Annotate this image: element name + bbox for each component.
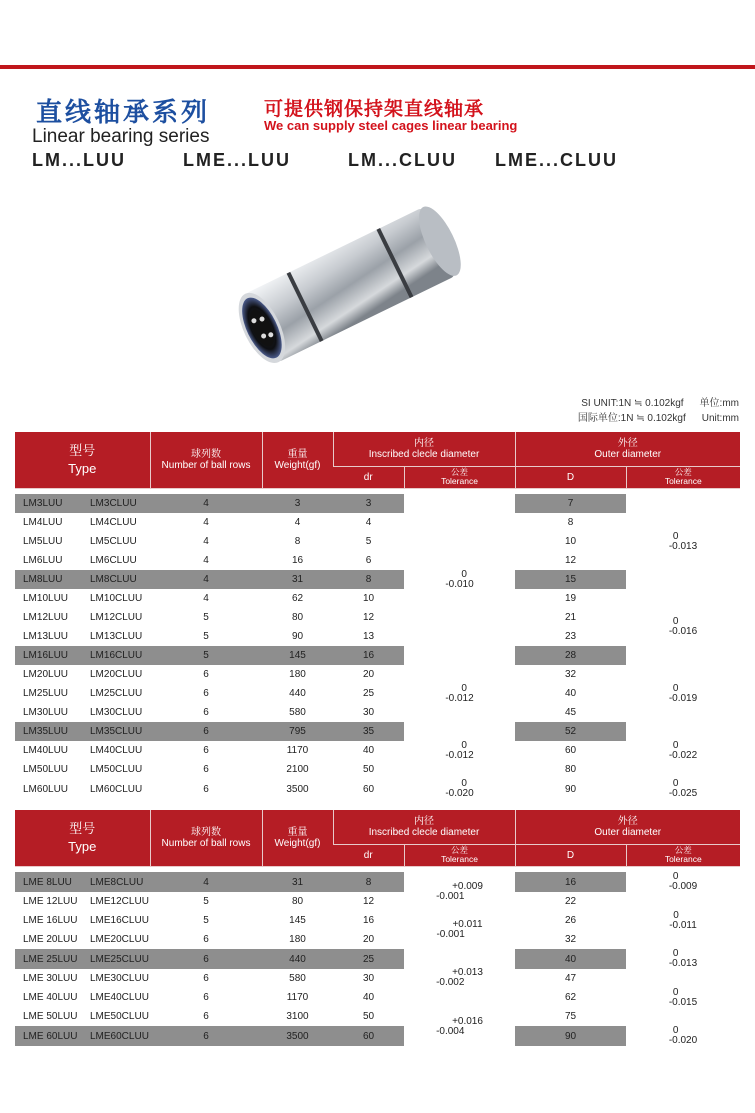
model-luu: LM60LUU	[15, 779, 82, 799]
model-cluu: LME30CLUU	[82, 969, 150, 988]
model-luu: LM5LUU	[15, 532, 82, 551]
model-luu: LME 30LUU	[15, 969, 82, 988]
D-value: 60	[515, 741, 626, 760]
dr-tolerance: +0.013 -0.002	[404, 949, 515, 1007]
model-cluu: LME25CLUU	[82, 949, 150, 969]
weight: 1170	[262, 741, 333, 760]
linear-bearing-image	[230, 195, 470, 375]
model-cluu: LM4CLUU	[82, 513, 150, 532]
weight: 3100	[262, 1007, 333, 1026]
dr-value: 25	[333, 949, 404, 969]
model-cluu: LME12CLUU	[82, 892, 150, 911]
lm-spec-table	[15, 432, 740, 799]
unit-si-cn: 国际单位:1N ≒ 0.102kgf	[577, 413, 686, 424]
model-luu: LME 16LUU	[15, 911, 82, 930]
model-luu: LM40LUU	[15, 741, 82, 760]
D-value: 23	[515, 627, 626, 646]
table-row	[15, 589, 740, 608]
ball-rows: 5	[150, 608, 262, 627]
ball-rows: 4	[150, 532, 262, 551]
model-luu: LME 25LUU	[15, 949, 82, 969]
dr-tolerance: +0.011 -0.001	[404, 911, 515, 949]
ball-rows: 6	[150, 949, 262, 969]
weight: 90	[262, 627, 333, 646]
D-tolerance: 0 -0.022	[626, 722, 740, 779]
dr-value: 10	[333, 589, 404, 608]
table-row	[15, 872, 740, 892]
dr-value: 12	[333, 608, 404, 627]
dr-value: 12	[333, 892, 404, 911]
col-D: D	[515, 466, 626, 488]
dr-value: 20	[333, 665, 404, 684]
subtitle-cn: 可提供钢保持架直线轴承	[264, 98, 485, 120]
model-cluu: LME16CLUU	[82, 911, 150, 930]
dr-tolerance: +0.016 -0.004	[404, 1007, 515, 1046]
table-row	[15, 665, 740, 684]
model-luu: LM3LUU	[15, 494, 82, 513]
D-value: 28	[515, 646, 626, 665]
weight: 16	[262, 551, 333, 570]
lme-spec-table	[15, 810, 740, 1046]
col-D-tolerance: 公差 Tolerance	[626, 466, 740, 488]
weight: 4	[262, 513, 333, 532]
col-weight: 重量 Weight(gf)	[262, 810, 333, 866]
table-row	[15, 949, 740, 969]
ball-rows: 6	[150, 665, 262, 684]
col-outer-diameter: 外径 Outer diameter	[515, 432, 740, 466]
table-row	[15, 892, 740, 911]
ball-rows: 6	[150, 760, 262, 779]
D-value: 90	[515, 779, 626, 799]
model-cluu: LM25CLUU	[82, 684, 150, 703]
table-row	[15, 779, 740, 799]
col-ball-rows: 球列数 Number of ball rows	[150, 432, 262, 488]
dr-value: 5	[333, 532, 404, 551]
D-tolerance: 0 -0.016	[626, 589, 740, 665]
model-luu: LME 40LUU	[15, 988, 82, 1007]
col-dr: dr	[333, 844, 404, 866]
ball-rows: 4	[150, 589, 262, 608]
col-inner-diameter: 内径 Inscribed clecle diameter	[333, 432, 515, 466]
weight: 80	[262, 608, 333, 627]
col-dr: dr	[333, 466, 404, 488]
model-cluu: LM20CLUU	[82, 665, 150, 684]
dr-value: 3	[333, 494, 404, 513]
ball-rows: 4	[150, 551, 262, 570]
weight: 1170	[262, 988, 333, 1007]
weight: 795	[262, 722, 333, 741]
D-value: 12	[515, 551, 626, 570]
series-list: LM...LUU LME...LUU LM...CLUU LME...CLUU	[32, 150, 618, 170]
model-luu: LM20LUU	[15, 665, 82, 684]
ball-rows: 6	[150, 1026, 262, 1046]
D-value: 32	[515, 665, 626, 684]
dr-value: 40	[333, 988, 404, 1007]
D-tolerance: 0 -0.015	[626, 969, 740, 1026]
model-cluu: LM35CLUU	[82, 722, 150, 741]
dr-value: 40	[333, 741, 404, 760]
D-value: 15	[515, 570, 626, 589]
col-type: 型号 Type	[15, 432, 150, 488]
dr-value: 60	[333, 779, 404, 799]
table-row	[15, 494, 740, 513]
ball-rows: 5	[150, 627, 262, 646]
D-value: 7	[515, 494, 626, 513]
model-luu: LM6LUU	[15, 551, 82, 570]
ball-rows: 5	[150, 646, 262, 665]
model-cluu: LM12CLUU	[82, 608, 150, 627]
unit-note	[578, 396, 739, 426]
ball-rows: 4	[150, 872, 262, 892]
model-cluu: LM60CLUU	[82, 779, 150, 799]
weight: 180	[262, 665, 333, 684]
ball-rows: 4	[150, 513, 262, 532]
D-value: 40	[515, 684, 626, 703]
ball-rows: 6	[150, 722, 262, 741]
dr-tolerance: +0.009 -0.001	[404, 872, 515, 911]
model-luu: LM30LUU	[15, 703, 82, 722]
model-luu: LM50LUU	[15, 760, 82, 779]
model-cluu: LME8CLUU	[82, 872, 150, 892]
weight: 580	[262, 703, 333, 722]
page-title-cn: 直线轴承系列	[36, 98, 211, 128]
model-cluu: LM10CLUU	[82, 589, 150, 608]
col-D: D	[515, 844, 626, 866]
ball-rows: 5	[150, 911, 262, 930]
dr-value: 4	[333, 513, 404, 532]
model-cluu: LM40CLUU	[82, 741, 150, 760]
weight: 2100	[262, 760, 333, 779]
dr-value: 20	[333, 930, 404, 949]
model-luu: LM4LUU	[15, 513, 82, 532]
weight: 3	[262, 494, 333, 513]
weight: 62	[262, 589, 333, 608]
weight: 145	[262, 646, 333, 665]
model-luu: LM10LUU	[15, 589, 82, 608]
weight: 8	[262, 532, 333, 551]
D-tolerance: 0 -0.011	[626, 892, 740, 949]
model-cluu: LME50CLUU	[82, 1007, 150, 1026]
D-tolerance: 0 -0.013	[626, 494, 740, 589]
weight: 440	[262, 684, 333, 703]
ball-rows: 6	[150, 988, 262, 1007]
weight: 440	[262, 949, 333, 969]
dr-value: 13	[333, 627, 404, 646]
D-value: 45	[515, 703, 626, 722]
model-cluu: LM13CLUU	[82, 627, 150, 646]
ball-rows: 4	[150, 494, 262, 513]
D-value: 75	[515, 1007, 626, 1026]
ball-rows: 4	[150, 570, 262, 589]
weight: 580	[262, 969, 333, 988]
model-cluu: LME60CLUU	[82, 1026, 150, 1046]
weight: 3500	[262, 1026, 333, 1046]
col-dr-tolerance: 公差 Tolerance	[404, 466, 515, 488]
dr-value: 60	[333, 1026, 404, 1046]
ball-rows: 5	[150, 892, 262, 911]
model-luu: LME 8LUU	[15, 872, 82, 892]
model-luu: LM25LUU	[15, 684, 82, 703]
model-luu: LM35LUU	[15, 722, 82, 741]
model-luu: LM16LUU	[15, 646, 82, 665]
model-luu: LM8LUU	[15, 570, 82, 589]
D-tolerance: 0 -0.013	[626, 949, 740, 969]
unit-si: SI UNIT:1N ≒ 0.102kgf	[581, 398, 684, 409]
weight: 180	[262, 930, 333, 949]
D-tolerance: 0 -0.020	[626, 1026, 740, 1046]
model-luu: LME 60LUU	[15, 1026, 82, 1046]
dr-value: 30	[333, 703, 404, 722]
D-value: 62	[515, 988, 626, 1007]
D-value: 21	[515, 608, 626, 627]
col-ball-rows: 球列数 Number of ball rows	[150, 810, 262, 866]
D-value: 26	[515, 911, 626, 930]
D-tolerance: 0 -0.019	[626, 665, 740, 722]
D-value: 32	[515, 930, 626, 949]
model-cluu: LM3CLUU	[82, 494, 150, 513]
model-cluu: LM5CLUU	[82, 532, 150, 551]
ball-rows: 6	[150, 1007, 262, 1026]
dr-value: 16	[333, 646, 404, 665]
model-luu: LME 20LUU	[15, 930, 82, 949]
model-cluu: LM8CLUU	[82, 570, 150, 589]
unit-mm-cn: 单位:mm	[699, 398, 739, 409]
D-value: 90	[515, 1026, 626, 1046]
table-row	[15, 969, 740, 988]
dr-tolerance: 0 -0.012	[404, 665, 515, 722]
dr-value: 6	[333, 551, 404, 570]
col-D-tolerance: 公差 Tolerance	[626, 844, 740, 866]
col-type: 型号 Type	[15, 810, 150, 866]
col-inner-diameter: 内径 Inscribed clecle diameter	[333, 810, 515, 844]
weight: 31	[262, 872, 333, 892]
D-value: 52	[515, 722, 626, 741]
weight: 145	[262, 911, 333, 930]
weight: 3500	[262, 779, 333, 799]
model-cluu: LME20CLUU	[82, 930, 150, 949]
dr-tolerance: 0 -0.010	[404, 494, 515, 665]
weight: 31	[262, 570, 333, 589]
model-luu: LM13LUU	[15, 627, 82, 646]
model-luu: LME 50LUU	[15, 1007, 82, 1026]
dr-value: 8	[333, 872, 404, 892]
header-rule	[0, 65, 755, 69]
model-cluu: LM50CLUU	[82, 760, 150, 779]
model-cluu: LM16CLUU	[82, 646, 150, 665]
D-value: 16	[515, 872, 626, 892]
D-tolerance: 0 -0.009	[626, 872, 740, 892]
col-weight: 重量 Weight(gf)	[262, 432, 333, 488]
model-luu: LME 12LUU	[15, 892, 82, 911]
D-value: 80	[515, 760, 626, 779]
D-value: 47	[515, 969, 626, 988]
D-tolerance: 0 -0.025	[626, 779, 740, 799]
subtitle-en: We can supply steel cages linear bearing	[264, 118, 518, 133]
ball-rows: 6	[150, 930, 262, 949]
dr-value: 16	[333, 911, 404, 930]
page-title-en: Linear bearing series	[32, 126, 210, 147]
dr-value: 50	[333, 1007, 404, 1026]
dr-value: 30	[333, 969, 404, 988]
table-row	[15, 1026, 740, 1046]
D-value: 22	[515, 892, 626, 911]
D-value: 19	[515, 589, 626, 608]
dr-value: 50	[333, 760, 404, 779]
ball-rows: 6	[150, 741, 262, 760]
dr-value: 35	[333, 722, 404, 741]
ball-rows: 6	[150, 969, 262, 988]
ball-rows: 6	[150, 684, 262, 703]
col-dr-tolerance: 公差 Tolerance	[404, 844, 515, 866]
model-cluu: LME40CLUU	[82, 988, 150, 1007]
ball-rows: 6	[150, 779, 262, 799]
D-value: 40	[515, 949, 626, 969]
ball-rows: 6	[150, 703, 262, 722]
dr-tolerance: 0 -0.020	[404, 779, 515, 799]
model-luu: LM12LUU	[15, 608, 82, 627]
dr-tolerance: 0 -0.012	[404, 722, 515, 779]
model-cluu: LM6CLUU	[82, 551, 150, 570]
weight: 80	[262, 892, 333, 911]
unit-mm: Unit:mm	[701, 413, 739, 424]
D-value: 10	[515, 532, 626, 551]
col-outer-diameter: 外径 Outer diameter	[515, 810, 740, 844]
model-cluu: LM30CLUU	[82, 703, 150, 722]
dr-value: 25	[333, 684, 404, 703]
dr-value: 8	[333, 570, 404, 589]
table-row	[15, 722, 740, 741]
D-value: 8	[515, 513, 626, 532]
